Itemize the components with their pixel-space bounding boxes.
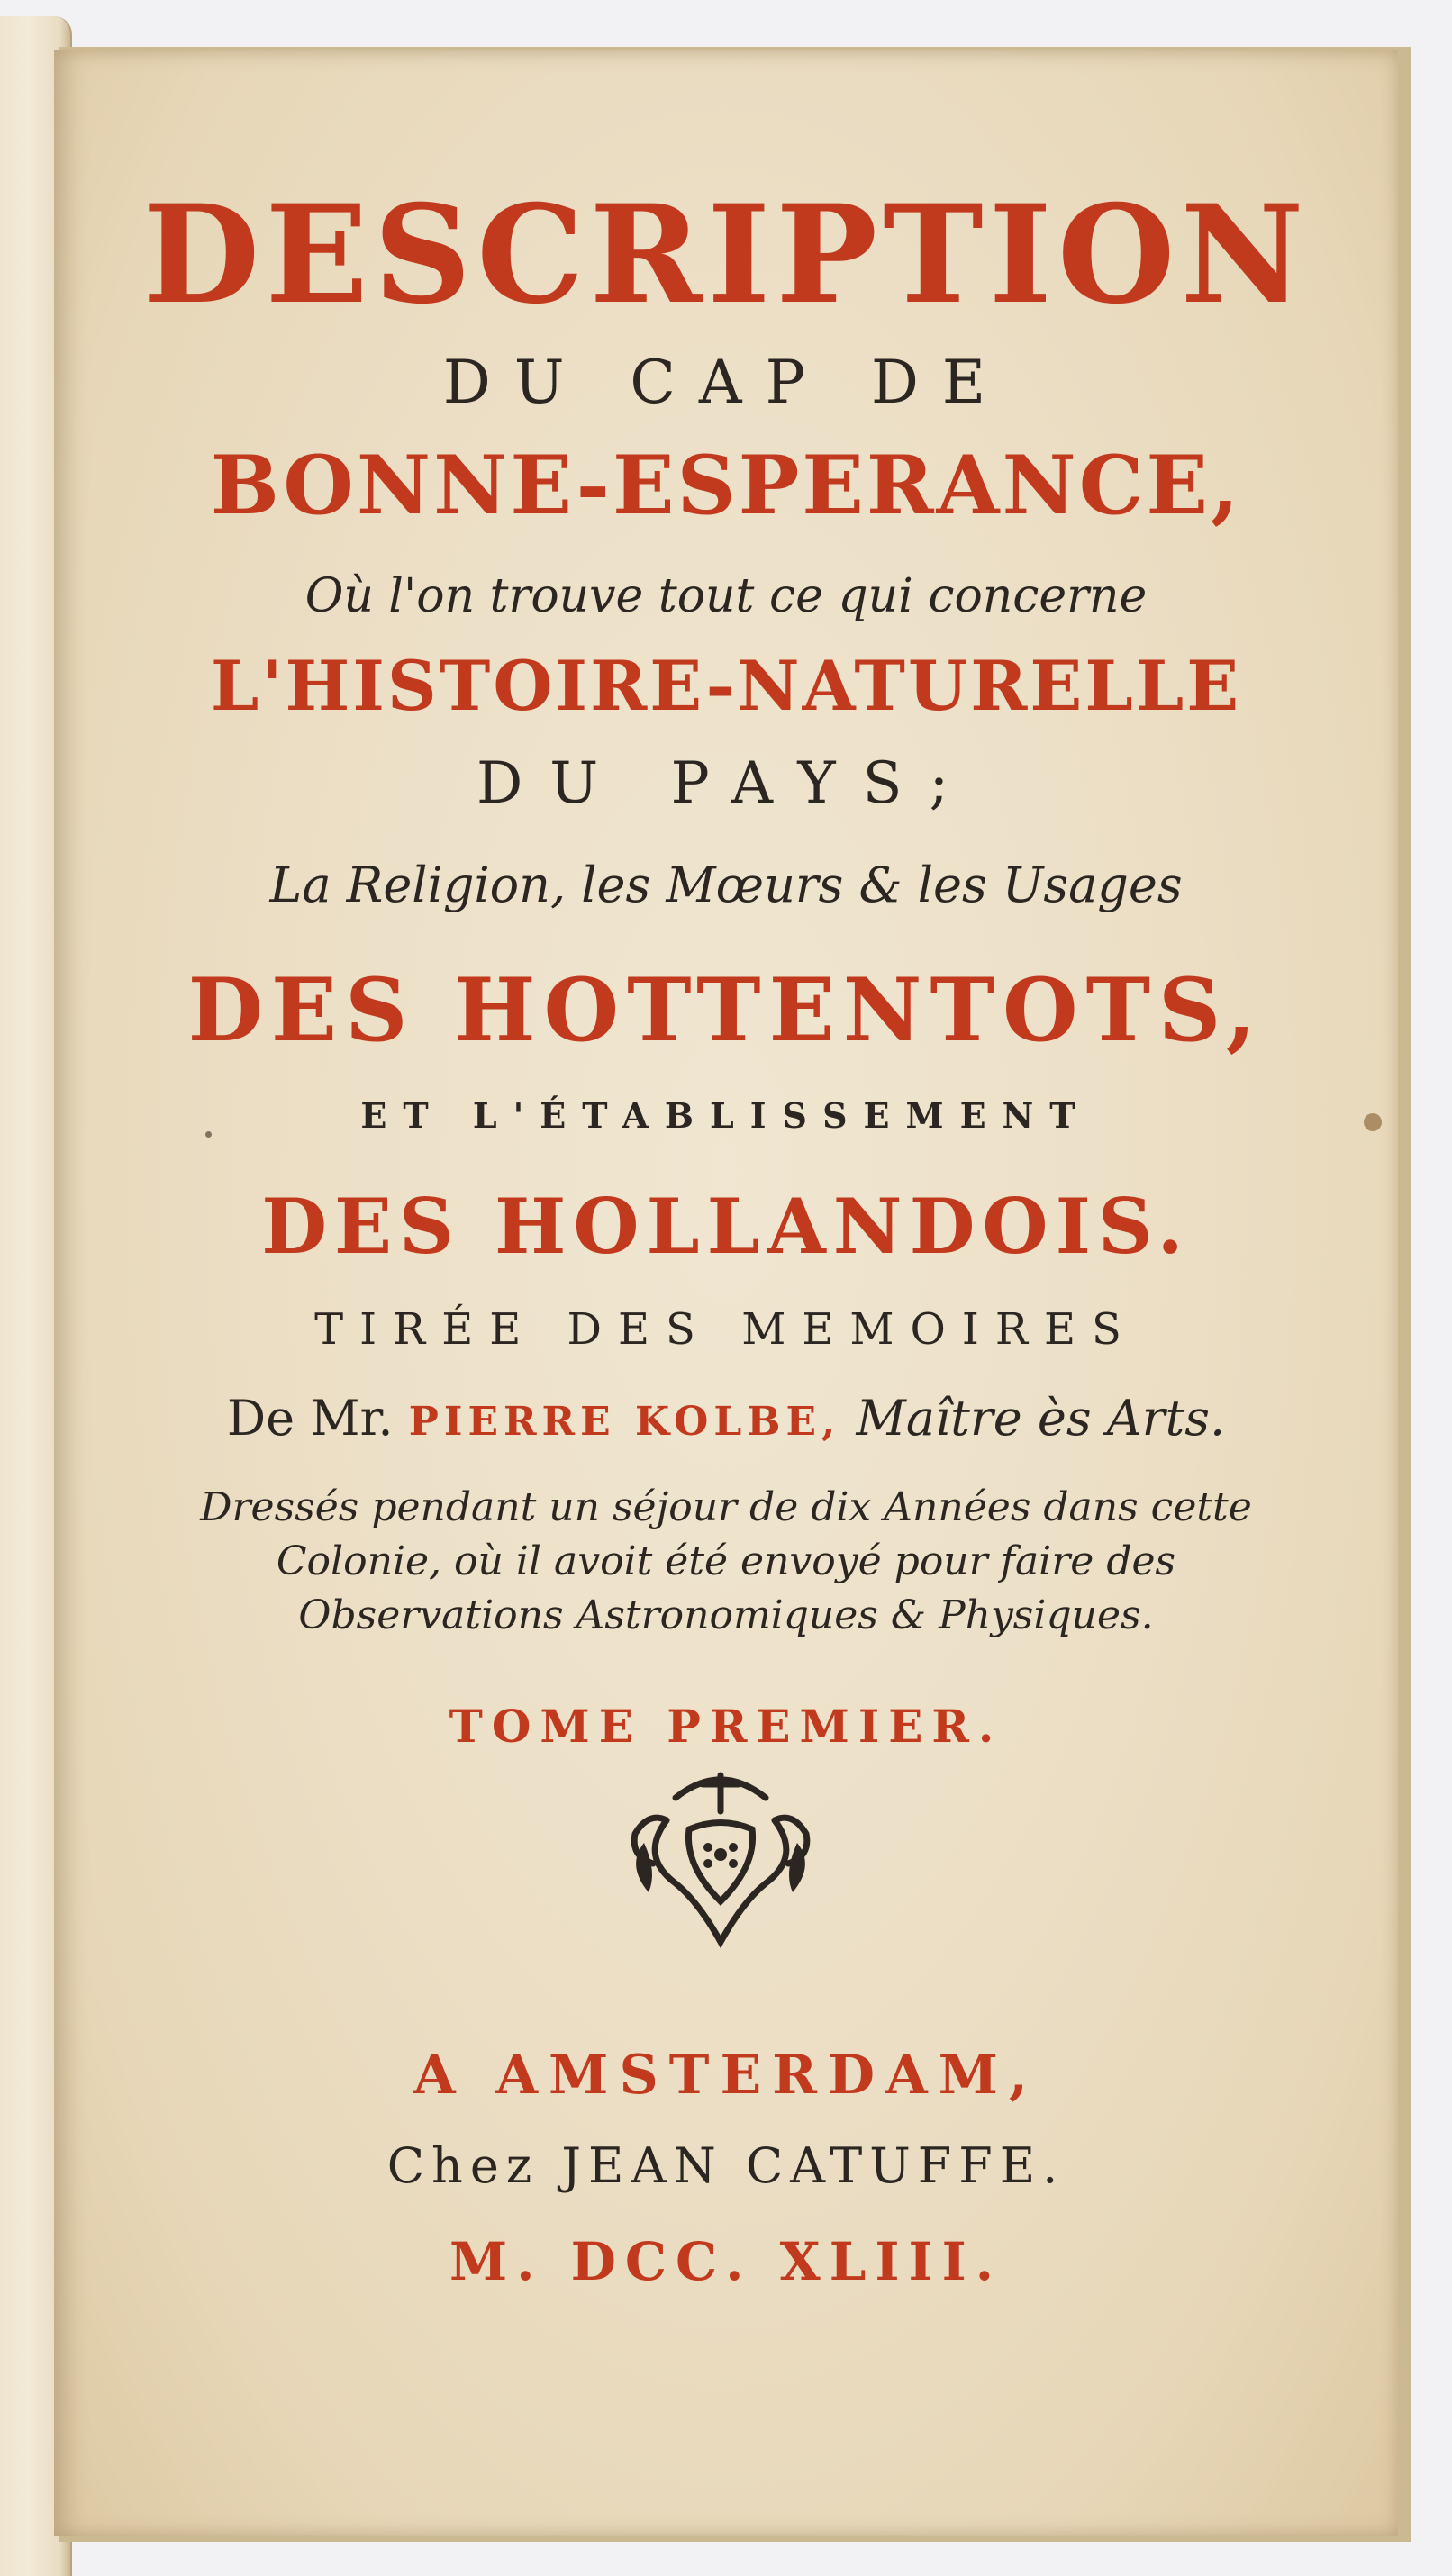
author-title: Maître ès Arts. <box>856 1390 1226 1447</box>
line-du-pays: DU PAYS; <box>476 750 976 817</box>
title-hollandois: DES HOLLANDOIS. <box>261 1182 1191 1271</box>
line-ou-lon-trouve: Où l'on trouve tout ce qui concerne <box>304 569 1148 623</box>
title-bonne-esperance: BONNE-ESPERANCE, <box>210 438 1242 533</box>
line-religion-moeurs: La Religion, les Mœurs & les Usages <box>269 857 1183 913</box>
title-page <box>54 50 1398 2536</box>
imprint-year: M. DCC. XLIII. <box>449 2231 1003 2292</box>
foxing-spot <box>1364 1113 1382 1131</box>
title-description: DESCRIPTION <box>142 176 1310 334</box>
title-hottentots: DES HOTTENTOTS, <box>187 959 1265 1061</box>
volume-label: TOME PREMIER. <box>449 1700 1003 1753</box>
title-histoire-naturelle: L'HISTOIRE-NATURELLE <box>210 646 1242 726</box>
author-name: PIERRE KOLBE, <box>408 1399 841 1445</box>
foxing-spot <box>205 1131 212 1138</box>
description-line-1: Dressés pendant un séjour de dix Années dans cette <box>200 1484 1252 1530</box>
author-line <box>54 1390 1398 1447</box>
line-du-cap-de: DU CAP DE <box>442 348 1010 417</box>
description-line-3: Observations Astronomiques & Physiques. <box>298 1592 1154 1638</box>
author-prefix: De Mr. <box>226 1390 394 1447</box>
imprint-printer: Chez JEAN CATUFFE. <box>386 2137 1066 2194</box>
line-etablissement: ET L'ÉTABLISSEMENT <box>360 1095 1092 1136</box>
printers-device-ornament-icon <box>613 1757 829 1955</box>
line-tiree-des-memoires: TIRÉE DES MEMOIRES <box>314 1304 1138 1355</box>
imprint-place: A AMSTERDAM, <box>413 2044 1039 2107</box>
description-line-2: Colonie, où il avoit été envoyé pour faire des <box>276 1538 1176 1584</box>
